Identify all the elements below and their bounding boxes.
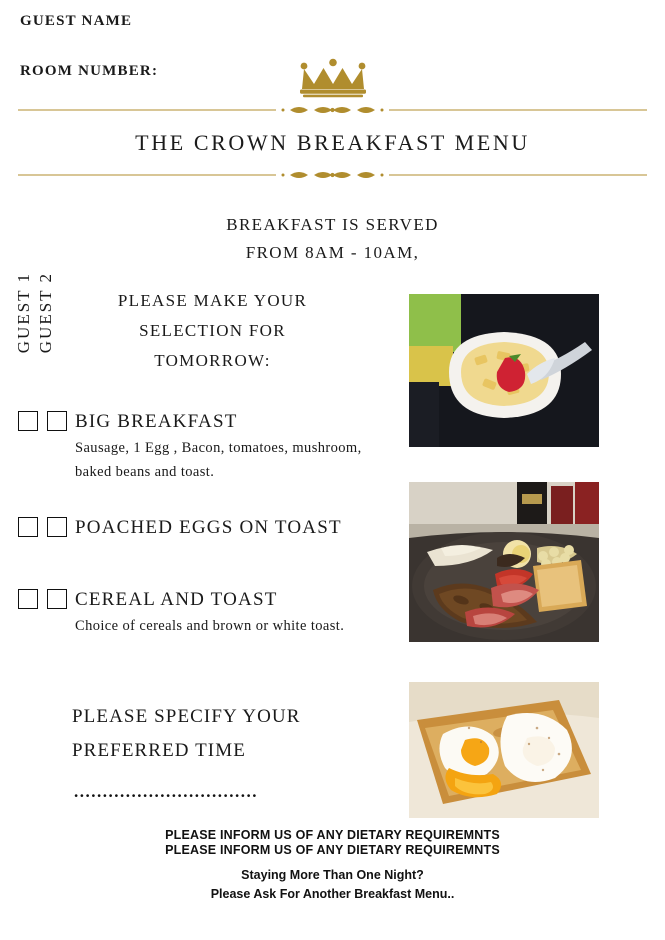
page-title: THE CROWN BREAKFAST MENU xyxy=(135,130,530,155)
menu-option-cereal-toast xyxy=(18,586,398,638)
checkbox-guest2-cereal-toast[interactable] xyxy=(18,589,38,609)
extra-night-notice xyxy=(0,866,665,904)
guest-2-column-label: GUEST 2 xyxy=(36,272,55,354)
photo-cereal-strawberry xyxy=(409,294,599,447)
option-title: CEREAL AND TOAST xyxy=(75,589,278,610)
service-hours-line1: BREAKFAST IS SERVED xyxy=(226,215,439,234)
checkbox-guest2-poached-eggs[interactable] xyxy=(18,517,38,537)
checkbox-guest1-poached-eggs[interactable] xyxy=(47,517,67,537)
service-hours xyxy=(0,211,665,267)
preferred-time-label: PLEASE SPECIFY YOUR PREFERRED TIME xyxy=(72,706,301,761)
option-title: BIG BREAKFAST xyxy=(75,411,238,432)
menu-option-poached-eggs xyxy=(18,514,398,541)
dietary-notice-1: PLEASE INFORM US OF ANY DIETARY REQUIREMNTS xyxy=(165,828,500,842)
checkbox-group xyxy=(18,589,67,609)
checkbox-group xyxy=(18,517,67,537)
guest-1-column-label: GUEST 1 xyxy=(14,272,33,354)
ornament-divider-bottom xyxy=(18,168,647,182)
photo-big-breakfast xyxy=(409,482,599,642)
option-title: POACHED EGGS ON TOAST xyxy=(75,517,342,538)
extra-night-notice-line1: Staying More Than One Night? xyxy=(241,868,424,882)
guest-name-label: GUEST NAME xyxy=(20,13,133,29)
ornament-divider-top xyxy=(18,103,647,117)
checkbox-group xyxy=(18,411,67,431)
menu-option-big-breakfast xyxy=(18,408,398,484)
selection-prompt: PLEASE MAKE YOUR SELECTION FOR TOMORROW: xyxy=(117,291,308,370)
checkbox-guest1-big-breakfast[interactable] xyxy=(47,411,67,431)
dietary-notice-2: PLEASE INFORM US OF ANY DIETARY REQUIREMNTS xyxy=(165,843,500,857)
preferred-time-input[interactable]: ................................ xyxy=(74,782,258,801)
room-number-label: ROOM NUMBER: xyxy=(20,63,159,79)
checkbox-guest2-big-breakfast[interactable] xyxy=(18,411,38,431)
photo-poached-eggs xyxy=(409,682,599,818)
guest-column-labels xyxy=(10,272,70,402)
service-hours-line2: FROM 8AM - 10AM, xyxy=(245,243,420,262)
extra-night-notice-line2: Please Ask For Another Breakfast Menu.. xyxy=(210,887,455,901)
checkbox-guest1-cereal-toast[interactable] xyxy=(47,589,67,609)
option-description: Sausage, 1 Egg , Bacon, tomatoes, mushroom, baked beans and toast. xyxy=(75,440,362,480)
crown-icon xyxy=(0,58,665,98)
option-description: Choice of cereals and brown or white toast. xyxy=(75,618,345,634)
